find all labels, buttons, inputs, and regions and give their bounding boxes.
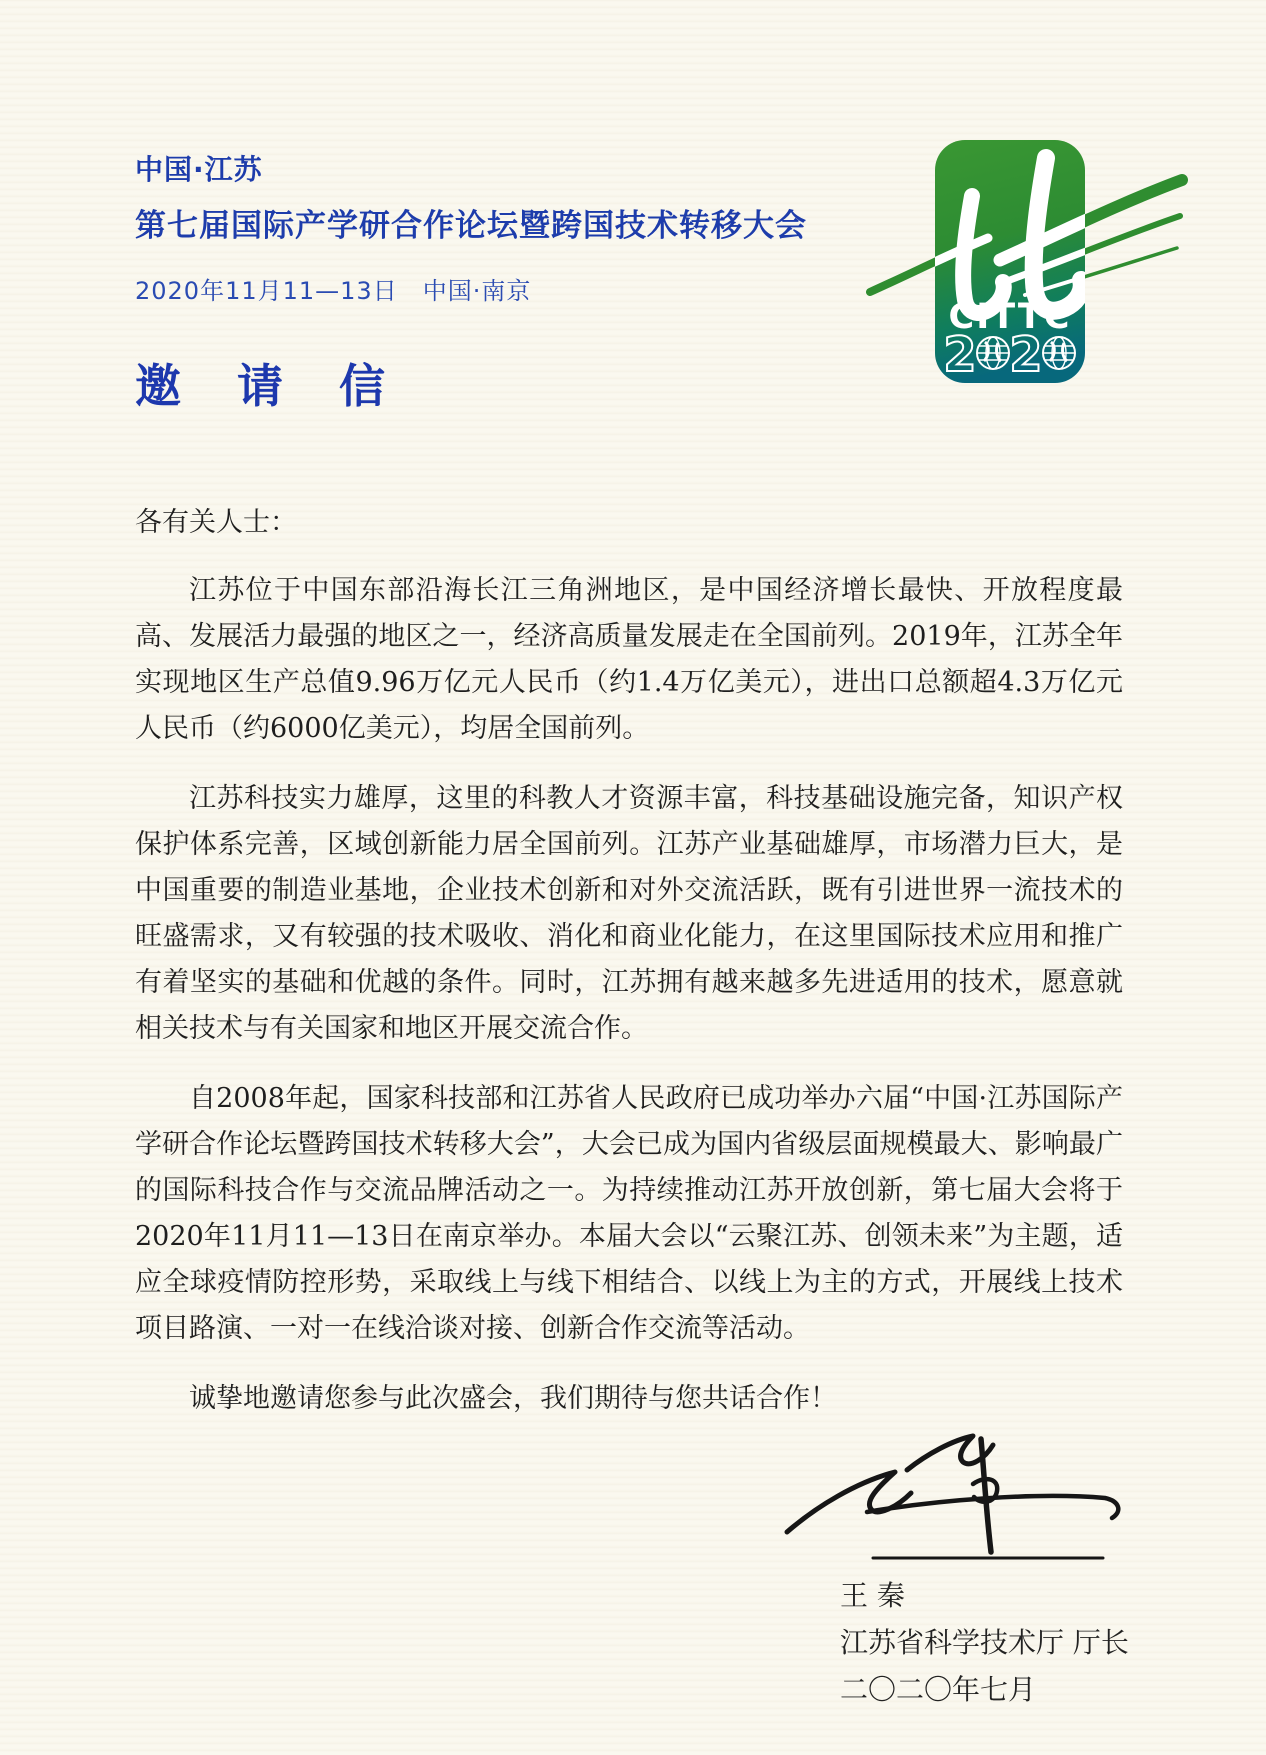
salutation: 各有关人士： <box>135 507 297 538</box>
closing-line: 诚挚地邀请您参与此次盛会，我们期待与您共话合作！ <box>189 1383 837 1414</box>
letter-body <box>135 500 1123 1422</box>
conference-title: 第七届国际产学研合作论坛暨跨国技术转移大会 <box>135 208 807 244</box>
svg-text:2: 2 <box>943 327 977 383</box>
svg-text:2: 2 <box>1009 327 1043 383</box>
letter-title: 邀 请 信 <box>135 359 406 413</box>
event-date-location: 2020年11月11—13日 中国·南京 <box>135 277 532 305</box>
letter-header <box>135 148 807 416</box>
cittc-logo-icon <box>860 130 1190 398</box>
paragraph-3: 自2008年起，国家科技部和江苏省人民政府已成功举办六届“中国·江苏国际产学研合作论坛暨跨国技术转移大会”，大会已成为国内省级层面规模最大、影响最广的国际科技合作与交流品牌活动之一。为持续推动江苏开放创新，第七届大会将于2020年11月11—13日在南京举办。本届大会以“云聚江苏、创领未来”为主题，适应全球疫情防控形势，采取线上与线下相结合、以线上为主的方式，开展线上技术项目路演、一对一在线洽谈对接、创新合作交流等活动。 <box>135 1083 1123 1344</box>
logo-acronym: CITTC <box>948 297 1072 337</box>
region-line: 中国·江苏 <box>135 153 263 186</box>
signer-name: 王 秦 <box>840 1579 905 1612</box>
signer-title: 江苏省科学技术厅 厅长 <box>840 1626 1129 1659</box>
signature-block <box>840 1572 1129 1713</box>
cittc-2020-logo <box>860 130 1190 398</box>
handwritten-signature <box>755 1412 1145 1567</box>
paragraph-1: 江苏位于中国东部沿海长江三角洲地区，是中国经济增长最快、开放程度最高、发展活力最强的地区之一，经济高质量发展走在全国前列。2019年，江苏全年实现地区生产总值9.96万亿元人民币（约1.4万亿美元），进出口总额超4.3万亿元人民币（约6000亿美元），均居全国前列。 <box>135 575 1123 744</box>
paragraph-2: 江苏科技实力雄厚，这里的科教人才资源丰富，科技基础设施完备，知识产权保护体系完善，区域创新能力居全国前列。江苏产业基础雄厚，市场潜力巨大，是中国重要的制造业基地，企业技术创新和对外交流活跃，既有引进世界一流技术的旺盛需求，又有较强的技术吸收、消化和商业化能力，在这里国际技术应用和推广有着坚实的基础和优越的条件。同时，江苏拥有越来越多先进适用的技术，愿意就相关技术与有关国家和地区开展交流合作。 <box>135 783 1123 1044</box>
signature-date: 二〇二〇年七月 <box>840 1673 1037 1706</box>
